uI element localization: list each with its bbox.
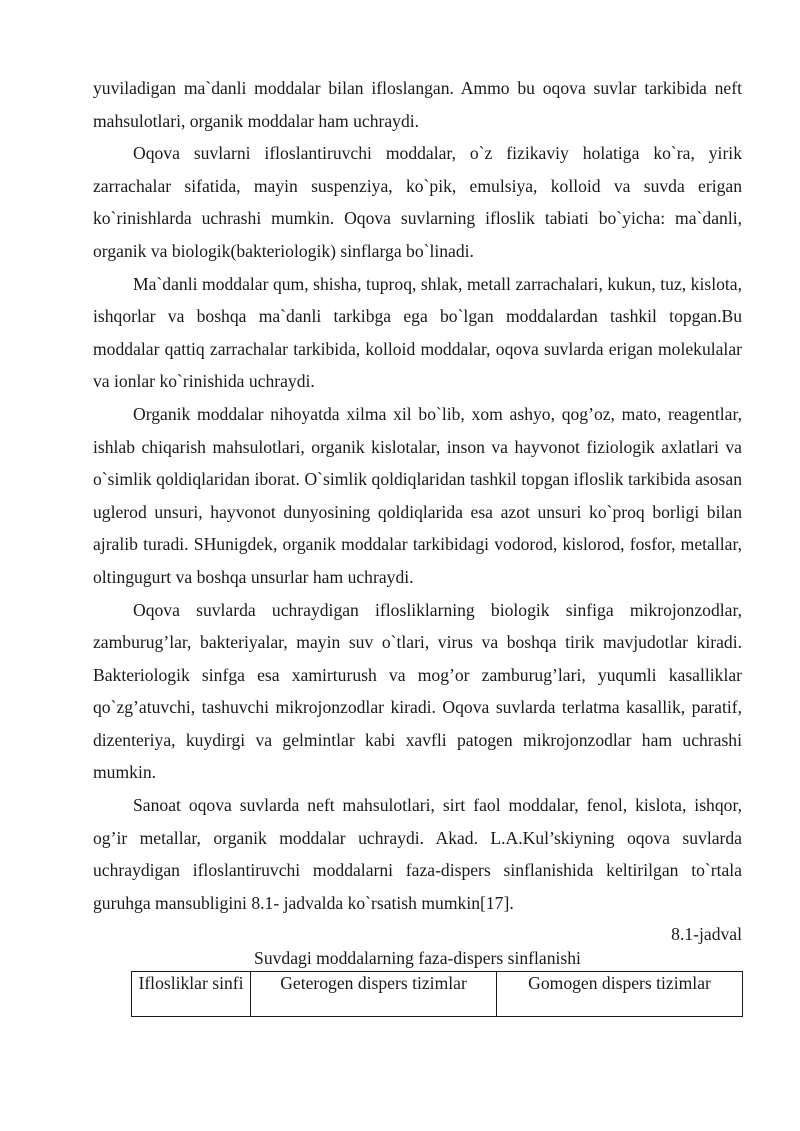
table-caption: Suvdagi moddalarning faza-dispers sinflanishi (254, 948, 581, 969)
paragraph-industrial-wastewater: Sanoat oqova suvlarda neft mahsulotlari, sirt faol moddalar, fenol, kislota, ishqor, og’ir metallar, organik moddalar uchraydi. Akad. L.A.Kul’skiyning oqova suvlarda uchraydigan ifloslantiruvchi moddalarni faza-dispers sinflanishida keltirilgan to`rtala guruhga mansubligini 8.1- jadvalda ko`rsatish mumkin[17]. (93, 795, 742, 913)
header-heterogeneous-systems: Geterogen dispers tizimlar (251, 972, 497, 1017)
classification-table (131, 971, 743, 1017)
document-page (93, 72, 742, 1017)
paragraph-physical-state: Oqova suvlarni ifloslantiruvchi moddalar, o`z fizikaviy holatiga ko`ra, yirik zarrachalar sifatida, mayin suspenziya, ko`pik, emulsiya, kolloid va suvda erigan ko`rinishlarda uchrashi mumkin. Oqova suvlarning ifloslik tabiati bo`yicha: ma`danli, organik va biologik(bakteriologik) sinflarga bo`linadi. (93, 143, 742, 261)
paragraph-organic-substances: Organik moddalar nihoyatda xilma xil bo`lib, xom ashyo, qog’oz, mato, reagentlar, ishlab chiqarish mahsulotlari, organik kislotalar, inson va hayvonot fiziologik axlatlari va o`simlik qoldiqlaridan iborat. O`simlik qoldiqlaridan tashkil topgan ifloslik tarkibida asosan uglerod unsuri, hayvonot dunyosining qoldiqlarida esa azot unsuri ko`proq borligi bilan ajralib turadi. SHunigdek, organik moddalar tarkibidagi vodorod, kislorod, fosfor, metallar, oltingugurt va boshqa unsurlar ham uchraydi. (93, 403, 742, 587)
table-header-row (132, 972, 743, 1017)
header-homogeneous-systems: Gomogen dispers tizimlar (497, 972, 743, 1017)
header-pollutant-class: Iflosliklar sinfi (132, 972, 251, 1017)
paragraph-continuation: yuviladigan ma`danli moddalar bilan ifloslangan. Ammo bu oqova suvlar tarkibida neft mahsulotlari, organik moddalar ham uchraydi. (93, 78, 742, 131)
table-number: 8.1-jadval (671, 924, 742, 945)
paragraph-mineral-substances: Ma`danli moddalar qum, shisha, tuproq, shlak, metall zarrachalari, kukun, tuz, kislota, ishqorlar va boshqa ma`danli tarkibga ega bo`lgan moddalardan tashkil topgan.Bu moddalar qattiq zarrachalar tarkibida, kolloid moddalar, oqova suvlarda erigan molekulalar va ionlar ko`rinishida uchraydi. (93, 273, 742, 392)
paragraph-biological-class: Oqova suvlarda uchraydigan iflosliklarning biologik sinfiga mikrojonzodlar, zamburug’lar, bakteriyalar, mayin suv o`tlari, virus va boshqa tirik mavjudotlar kiradi. Bakteriologik sinfga esa xamirturush va mog’or zamburug’lari, yuqumli kasalliklar qo`zg’atuvchi, tashuvchi mikrojonzodlar kiradi. Oqova suvlarda terlatma kasallik, paratif, dizenteriya, kuydirgi va gelmintlar kabi xavfli patogen mikrojonzodlar ham uchrashi mumkin. (93, 599, 742, 783)
